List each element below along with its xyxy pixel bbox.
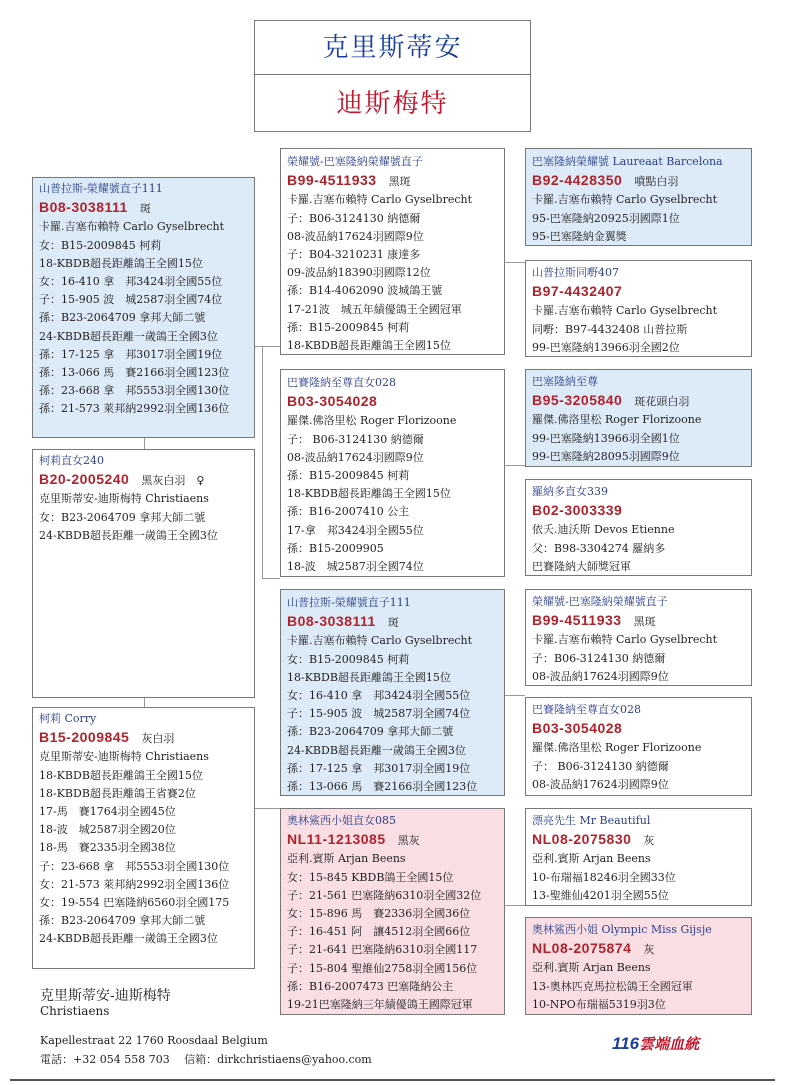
connector-line	[255, 346, 280, 347]
ring-number: B03-3054028	[287, 393, 378, 410]
divider	[10, 1079, 775, 1081]
ring-number: B92-4428350 噴點白羽	[532, 172, 679, 189]
detail-line: 99-巴塞隆納28095羽國際9位	[532, 449, 680, 463]
detail-line: 24-KBDB超長距離一歲鴿王全國3位	[39, 932, 218, 946]
ring-number: B08-3038111 斑	[39, 199, 151, 216]
detail-line: 08-波品納17624羽國際9位	[287, 450, 424, 464]
detail-line: 孫：B23-2064709 拿邦大師二號	[39, 914, 206, 928]
pigeon-name: 山普拉斯-榮耀號直子111	[39, 182, 163, 195]
detail-line: 女：15-896 馬 賽2336羽全國36位	[287, 907, 471, 921]
detail-line: 女：B15-2009845 柯莉	[39, 238, 162, 252]
detail-line: 孫：B15-2009905	[287, 541, 384, 555]
detail-line: 女：B15-2009845 柯莉	[287, 652, 410, 666]
address: Kapellestraat 22 1760 Roosdaal Belgium	[40, 1034, 268, 1047]
ring-number: B20-2005240 黑灰白羽 ♀	[39, 471, 205, 488]
ring-number: B97-4432407	[532, 283, 623, 300]
detail-line: 孫：17-125 拿 邦3017羽全國19位	[287, 761, 471, 775]
pedigree-card-gs1	[525, 148, 752, 246]
detail-line: 女：21-573 萊邦納2992羽全國136位	[39, 877, 230, 891]
ring-number: NL11-1213085 黑灰	[287, 831, 420, 848]
pigeon-name: 巴塞隆納榮耀號 Laureaat Barcelona	[532, 155, 723, 168]
detail-line: 95-巴塞隆納20925羽國際1位	[532, 211, 680, 225]
detail-line: 99-巴塞隆納13966羽全國1位	[532, 431, 680, 445]
detail-line: 子：15-905 波 城2587羽全國74位	[39, 293, 223, 307]
detail-line: 17-馬 賽1764羽全國45位	[39, 805, 176, 819]
pedigree-card-sire	[280, 148, 505, 355]
pigeon-name: 奧林鯊西小姐直女085	[287, 814, 396, 827]
connector-line	[144, 697, 145, 707]
pedigree-card-sire2	[280, 589, 505, 796]
detail-line: 18-馬 賽2335羽全國38位	[39, 841, 176, 855]
detail-line: 子：16-451 阿 讓4512羽全國66位	[287, 925, 471, 939]
detail-line: 孫：B16-2007410 公主	[287, 505, 410, 519]
pedigree-card-gd3	[525, 697, 752, 796]
detail-line: 卡羅.吉塞布賴特 Carlo Gyselbrecht	[287, 193, 473, 207]
pedigree-card-gd2	[525, 479, 752, 576]
pedigree-card-dam2	[280, 808, 505, 1015]
connector-line	[505, 905, 525, 906]
detail-line: 女：15-845 KBDB鴿王全國15位	[287, 870, 454, 884]
detail-line: 18-KBDB超長距離鴿王全國15位	[287, 339, 451, 353]
detail-line: 亞利.賓斯 Arjan Beens	[532, 961, 651, 975]
detail-line: 17-21波 城五年績優鴿王全國冠軍	[287, 302, 462, 316]
connector-line	[255, 808, 280, 809]
detail-line: 巴賽隆納大師獎冠軍	[532, 559, 631, 573]
connector-line	[262, 578, 280, 579]
detail-line: 18-KBDB超長距離鴿王全國15位	[287, 487, 451, 501]
detail-line: 羅傑.佛洛里松 Roger Florizoone	[532, 413, 702, 427]
pigeon-name: 羅納多直女339	[532, 485, 608, 498]
pigeon-name: 柯莉 Corry	[39, 712, 97, 725]
owner-title: 克里斯蒂安	[254, 20, 531, 75]
detail-line: 10-布瑞福18246羽全國33位	[532, 870, 676, 884]
detail-line: 19-21巴塞隆納三年績優鴿王國際冠軍	[287, 998, 473, 1012]
pigeon-name: 巴賽隆納至尊直女028	[532, 703, 641, 716]
ring-number: B02-3003339	[532, 502, 623, 519]
detail-line: 卡羅.吉塞布賴特 Carlo Gyselbrecht	[287, 634, 473, 648]
detail-line: 孫：21-573 萊邦納2992羽全國136位	[39, 402, 230, 416]
pigeon-name: 巴塞隆納至尊	[532, 375, 598, 388]
ring-number: B15-2009845 灰白羽	[39, 729, 175, 746]
detail-line: 孫：23-668 拿 邦5553羽全國130位	[39, 384, 230, 398]
pigeon-name: 榮耀號-巴塞隆納榮耀號直子	[532, 595, 668, 608]
detail-line: 孫：B14-4062090 波城鴿王號	[287, 284, 443, 298]
detail-line: 子：23-668 拿 邦5553羽全國130位	[39, 859, 230, 873]
detail-line: 17-拿 邦3424羽全國55位	[287, 523, 424, 537]
detail-line: 克里斯蒂安-迪斯梅特 Christiaens	[39, 492, 209, 506]
detail-line: 孫：B23-2064709 拿邦大師二號	[39, 311, 206, 325]
connector-line	[505, 465, 525, 466]
detail-line: 子：21-561 巴塞隆納6310羽全國32位	[287, 888, 482, 902]
detail-line: 克里斯蒂安-迪斯梅特 Christiaens	[39, 750, 209, 764]
pedigree-card-gs4	[525, 808, 752, 906]
detail-line: 羅傑.佛洛里松 Roger Florizoone	[532, 741, 702, 755]
pigeon-name: 柯莉直女240	[39, 454, 104, 467]
detail-line: 卡羅.吉塞布賴特 Carlo Gyselbrecht	[532, 193, 718, 207]
ring-number: B03-3054028	[532, 720, 623, 737]
pigeon-name: 漂亮先生 Mr Beautiful	[532, 814, 651, 827]
brand-logo: 116雲端血統	[612, 1034, 700, 1053]
detail-line: 亞利.賓斯 Arjan Beens	[532, 852, 651, 866]
detail-line: 08-波品納17624羽國際9位	[532, 669, 669, 683]
detail-line: 24-KBDB超長距離一歲鴿王全國3位	[287, 743, 466, 757]
detail-line: 卡羅.吉塞布賴特 Carlo Gyselbrecht	[39, 220, 225, 234]
detail-line: 99-巴塞隆納13966羽全國2位	[532, 340, 680, 354]
detail-line: 孫：B23-2064709 拿邦大師二號	[287, 725, 454, 739]
detail-line: 女：19-554 巴塞隆納6560羽全國175	[39, 896, 230, 910]
detail-line: 卡羅.吉塞布賴特 Carlo Gyselbrecht	[532, 304, 718, 318]
pedigree-card-subject-b	[32, 449, 255, 698]
detail-line: 子：21-641 巴塞隆納6310羽全國117	[287, 943, 478, 957]
detail-line: 13-奧林匹克馬拉松鴿王全國冠軍	[532, 979, 693, 993]
detail-line: 18-KBDB超長距離鴿王全國15位	[39, 256, 203, 270]
detail-line: 孫：13-066 馬 賽2166羽全國123位	[39, 366, 230, 380]
detail-line: 18-KBDB超長距離鴿王全國15位	[39, 768, 203, 782]
detail-line: 子：B06-3124130 納德爾	[532, 651, 666, 665]
ring-number: NL08-2075830 灰	[532, 831, 655, 848]
detail-line: 羅傑.佛洛里松 Roger Florizoone	[287, 414, 457, 428]
detail-line: 24-KBDB超長距離一歲鴿王全國3位	[39, 528, 218, 542]
detail-line: 18-波 城2587羽全國74位	[287, 560, 424, 574]
pigeon-name: 巴賽隆納至尊直女028	[287, 376, 396, 389]
pigeon-name: 奧林鯊西小姐 Olympic Miss Gijsje	[532, 923, 712, 936]
detail-line: 孫：B15-2009845 柯莉	[287, 320, 410, 334]
connector-line	[505, 262, 525, 263]
detail-line: 子： B06-3124130 納德爾	[287, 432, 424, 446]
ring-number: B99-4511933 黑斑	[287, 172, 411, 189]
detail-line: 18-波 城2587羽全國20位	[39, 823, 176, 837]
pedigree-card-gd1	[525, 260, 752, 357]
connector-line	[262, 346, 263, 578]
pedigree-card-gs2	[525, 369, 752, 467]
detail-line: 08-波品納17624羽國際9位	[532, 777, 669, 791]
detail-line: 孫：13-066 馬 賽2166羽全國123位	[287, 780, 478, 794]
ring-number: B08-3038111 斑	[287, 613, 399, 630]
pedigree-card-subject-a	[32, 177, 255, 438]
detail-line: 95-巴塞隆納金翼獎	[532, 229, 627, 243]
detail-line: 孫：B16-2007473 巴塞隆納公主	[287, 979, 454, 993]
detail-line: 女：B23-2064709 拿邦大師二號	[39, 510, 206, 524]
owner-name-cn: 克里斯蒂安-迪斯梅特	[40, 988, 171, 1004]
pigeon-name: 山普拉斯-榮耀號直子111	[287, 596, 411, 609]
contact: 電話：+32 054 558 703 信箱：dirkchristiaens@yahoo.com	[40, 1053, 372, 1066]
detail-line: 18-KBDB超長距離鴿王全國15位	[287, 670, 451, 684]
detail-line: 子：15-905 波 城2587羽全國74位	[287, 707, 471, 721]
pigeon-name: 榮耀號-巴塞隆納榮耀號直子	[287, 155, 423, 168]
connector-line	[144, 437, 145, 449]
detail-line: 卡羅.吉塞布賴特 Carlo Gyselbrecht	[532, 633, 718, 647]
detail-line: 女：16-410 拿 邦3424羽全國55位	[39, 275, 223, 289]
connector-line	[505, 695, 525, 696]
ring-number: B99-4511933 黑斑	[532, 612, 656, 629]
detail-line: 子：15-804 聖維仙2758羽全國156位	[287, 961, 478, 975]
detail-line: 09-波品納18390羽國際12位	[287, 266, 431, 280]
pedigree-card-subject-c	[32, 707, 255, 969]
pedigree-card-gs3	[525, 589, 752, 686]
detail-line: 13-聖維仙4201羽全國55位	[532, 888, 669, 902]
pedigree-card-dam	[280, 369, 505, 577]
detail-line: 18-KBDB超長距離鴿王省賽2位	[39, 786, 196, 800]
owner-name-en: Christiaens	[40, 1004, 110, 1018]
ring-number: B95-3205840 斑花頭白羽	[532, 392, 690, 409]
detail-line: 孫：17-125 拿 邦3017羽全國19位	[39, 347, 223, 361]
detail-line: 同嘢：B97-4432408 山普拉斯	[532, 322, 688, 336]
owner-surname: 迪斯梅特	[254, 74, 531, 132]
detail-line: 08-波品納17624羽國際9位	[287, 229, 424, 243]
detail-line: 子：B06-3124130 納德爾	[287, 211, 421, 225]
detail-line: 父：B98-3304274 羅納多	[532, 541, 666, 555]
detail-line: 10-NPO布瑞福5319羽3位	[532, 997, 666, 1011]
detail-line: 依夭.迪沃斯 Devos Etienne	[532, 523, 675, 537]
detail-line: 女：16-410 拿 邦3424羽全國55位	[287, 689, 471, 703]
pedigree-card-gd4	[525, 917, 752, 1015]
detail-line: 子：B04-3210231 康達多	[287, 248, 421, 262]
ring-number: NL08-2075874 灰	[532, 940, 655, 957]
detail-line: 孫：B15-2009845 柯莉	[287, 469, 410, 483]
detail-line: 24-KBDB超長距離一歲鴿王全國3位	[39, 329, 218, 343]
detail-line: 亞利.賓斯 Arjan Beens	[287, 852, 406, 866]
detail-line: 子： B06-3124130 納德爾	[532, 759, 669, 773]
pigeon-name: 山普拉斯同嘢407	[532, 266, 619, 279]
